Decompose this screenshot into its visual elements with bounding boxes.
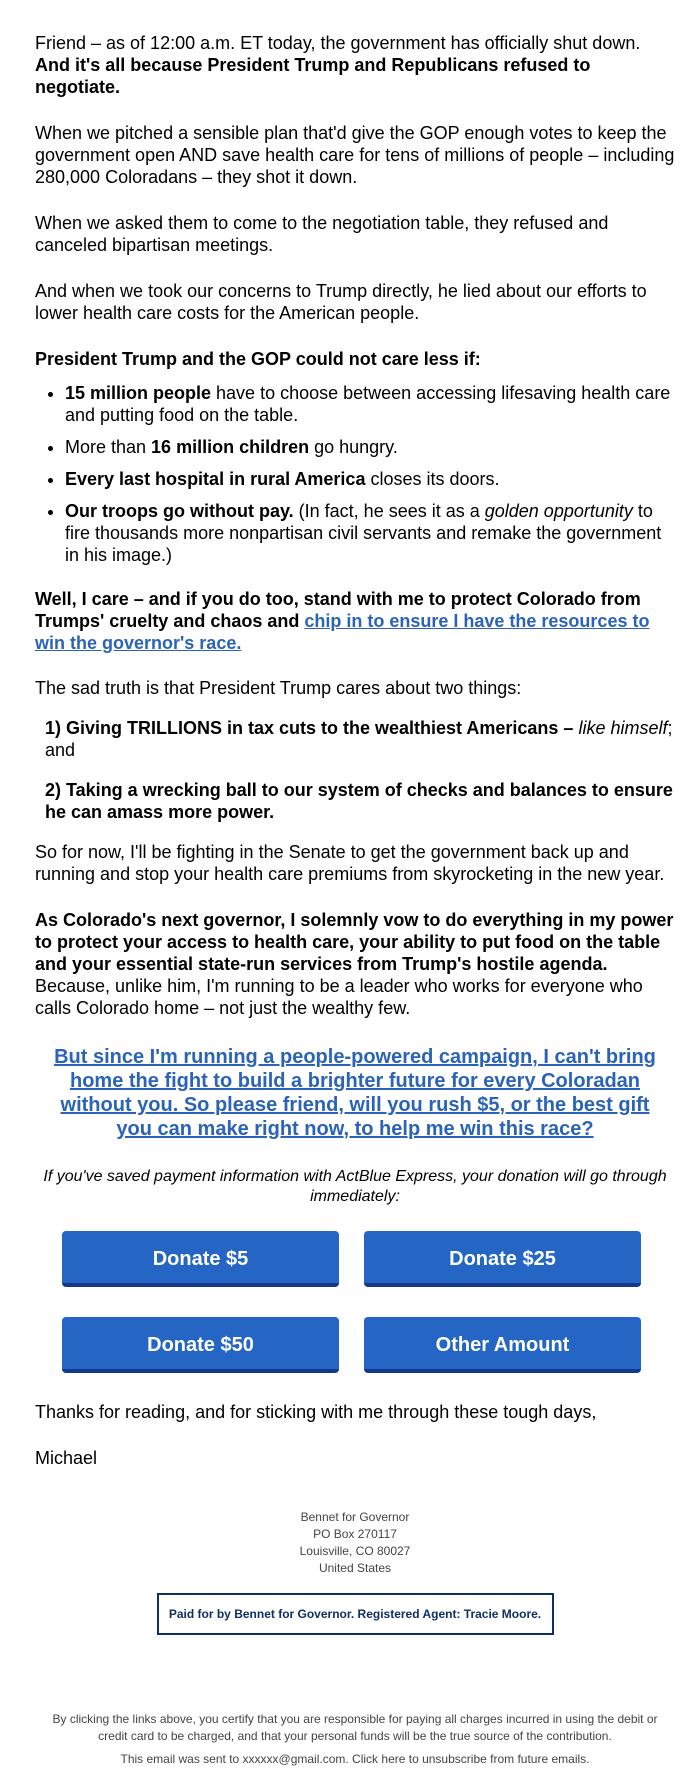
signature: Michael: [35, 1448, 98, 1468]
donate-25-button[interactable]: Donate $25: [364, 1231, 641, 1287]
point-two-bold: 2) Taking a wrecking ball to our system of checks and balances to ensure he can amass more power.: [45, 780, 673, 822]
bullet-text: to fire thousands more nonpartisan civil servants and remake the government in his image.): [65, 501, 662, 565]
bullet-bold: Every last hospital in rural America: [65, 469, 366, 489]
intro-bold: And it's all because President Trump and Republicans refused to negotiate.: [35, 55, 591, 97]
negotiation-paragraph: When we asked them to come to the negotiation table, they refused and canceled bipartisan meetings.: [35, 213, 609, 255]
donate-button-grid: [35, 1231, 675, 1381]
intro-paragraph: [35, 32, 675, 98]
vow-bold: As Colorado's next governor, I solemnly vow to do everything in my power to protect your access to health care, your ability to put food on the table and your essential state-run services from Trump's hostile agenda.: [35, 910, 674, 974]
paid-for-box: Paid for by Bennet for Governor. Registered Agent: Tracie Moore.: [157, 1593, 554, 1635]
sad-truth-paragraph: The sad truth is that President Trump cares about two things:: [35, 678, 522, 698]
legal-disclaimer: By clicking the links above, you certify that you are responsible for paying all charges incurred in using the debit or credit card to be charged, and that your personal funds will be the true source of the contribution.: [52, 1712, 658, 1743]
cta-link[interactable]: But since I'm running a people-powered campaign, I can't bring home the fight to build a brighter future for every Coloradan without you. So please friend, will you rush $5, or the best gift you can make right now, to help me win this race?: [54, 1046, 656, 1140]
donate-5-button[interactable]: Donate $5: [62, 1231, 339, 1287]
senate-paragraph: So for now, I'll be fighting in the Senate to get the government back up and running and stop your health care premiums from skyrocketing in the new year.: [35, 842, 665, 884]
list-item: [65, 468, 675, 490]
trump-paragraph: And when we took our concerns to Trump directly, he lied about our efforts to lower health care costs for the American people.: [35, 281, 647, 323]
bullet-text: have to choose between accessing lifesaving health care and putting food on the table.: [65, 383, 671, 425]
po-box: PO Box 270117: [313, 1527, 397, 1541]
care-paragraph: [35, 588, 675, 654]
donate-50-button[interactable]: Donate $50: [62, 1317, 339, 1373]
city-line: Louisville, CO 80027: [299, 1544, 411, 1558]
point-one: [45, 717, 675, 761]
bullet-text: go hungry.: [309, 437, 398, 457]
bullet-list: [35, 382, 675, 566]
unsubscribe-line[interactable]: This email was sent to xxxxxx@gmail.com. Click here to unsubscribe from future emails.: [120, 1752, 590, 1766]
list-lead: President Trump and the GOP could not care less if:: [35, 349, 481, 369]
actblue-note: If you've saved payment information with ActBlue Express, your donation will go through immediately:: [43, 1168, 667, 1205]
cta-block: [43, 1045, 667, 1141]
point-one-italic: like himself: [578, 718, 668, 738]
thanks-paragraph: Thanks for reading, and for sticking with me through these tough days,: [35, 1402, 597, 1422]
bullet-text: More than: [65, 437, 152, 457]
vow-text: Because, unlike him, I'm running to be a leader who works for everyone who calls Colorado home – not just the wealthy few.: [35, 976, 643, 1018]
point-one-bold: 1) Giving TRILLIONS in tax cuts to the wealthiest Americans –: [45, 718, 579, 738]
bullet-bold: Our troops go without pay.: [65, 501, 294, 521]
email-footer: [35, 1509, 675, 1768]
mailing-address: [35, 1509, 675, 1577]
bullet-text: (In fact, he sees it as a: [293, 501, 485, 521]
email-body: [35, 32, 675, 1768]
intro-text: Friend – as of 12:00 a.m. ET today, the government has officially shut down.: [35, 33, 641, 53]
care-text: Well, I care – and if you do too, stand with me to protect Colorado from Trumps' cruelty and chaos and: [35, 589, 641, 631]
bullet-bold: 15 million people: [65, 383, 212, 403]
country: United States: [318, 1561, 392, 1575]
chip-in-link[interactable]: chip in to ensure I have the resources to win the governor's race.: [35, 611, 650, 653]
list-item: [65, 436, 675, 458]
plan-paragraph: When we pitched a sensible plan that'd give the GOP enough votes to keep the government open AND save health care for tens of millions of people – including 280,000 Coloradans – they shot it down.: [35, 123, 675, 187]
vow-paragraph: [35, 909, 675, 1019]
bullet-bold: 16 million children: [151, 437, 310, 457]
org-name: Bennet for Governor: [300, 1510, 410, 1524]
point-two: [45, 779, 675, 823]
list-item: [65, 500, 675, 566]
bullet-italic: golden opportunity: [484, 501, 633, 521]
list-item: [65, 382, 675, 426]
point-one-text: ; and: [45, 718, 673, 760]
bullet-text: closes its doors.: [365, 469, 500, 489]
other-amount-button[interactable]: Other Amount: [364, 1317, 641, 1373]
